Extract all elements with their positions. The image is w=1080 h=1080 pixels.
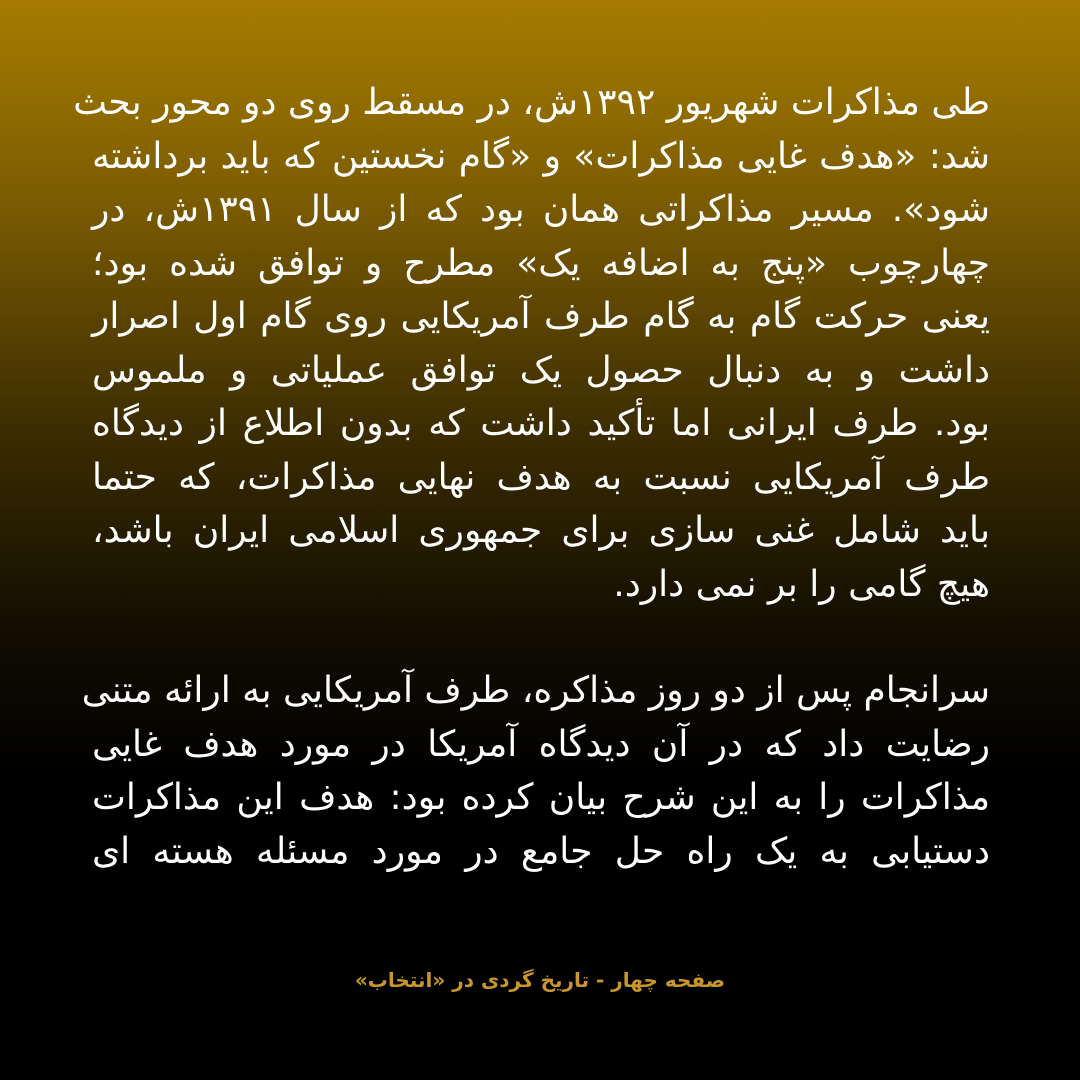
text-line: طرف آمریکایی نسبت به هدف نهایی مذاکرات، که حتما: [92, 456, 990, 498]
text-line: سرانجام پس از دو روز مذاکره، طرف آمریکایی به ارائه متنی: [81, 670, 990, 711]
text-line: بود. طرف ایرانی اما تأکید داشت که بدون اطلاع از دیدگاه: [92, 403, 990, 444]
paragraph-1: [73, 76, 990, 611]
footer-caption: صفحه چهار - تاریخ گردی در «انتخاب»: [354, 968, 726, 992]
text-line: شد: «هدف غایی مذاکرات» و «گام نخستین که باید برداشته: [92, 135, 990, 177]
text-line: باید شامل غنی سازی برای جمهوری اسلامی ایران باشد،: [92, 510, 990, 551]
text-line: مذاکرات را به این شرح بیان کرده بود: هدف این مذاکرات: [92, 777, 990, 818]
paragraph-2: [81, 664, 990, 878]
article-body: [73, 76, 990, 878]
text-line: شود». مسیر مذاکراتی همان بود که از سال ۱۳۹۱ش، در: [92, 189, 990, 230]
paragraph-gap: [92, 611, 990, 664]
text-line: داشت و به دنبال حصول یک توافق عملیاتی و ملموس: [92, 349, 990, 391]
text-line: دستیابی به یک راه حل جامع در مورد مسئله هسته ای: [92, 830, 990, 872]
text-line: یعنی حرکت گام به گام طرف آمریکایی روی گام اول اصرار: [92, 296, 990, 337]
text-line: هیچ گامی را بر نمی دارد.: [613, 563, 990, 605]
text-line: چهارچوب «پنج به اضافه یک» مطرح و توافق شده بود؛: [92, 242, 990, 284]
text-line: طی مذاکرات شهریور ۱۳۹۲ش، در مسقط روی دو محور بحث: [73, 82, 990, 123]
text-line: رضایت داد که در آن دیدگاه آمریکا در مورد هدف غایی: [92, 723, 990, 765]
